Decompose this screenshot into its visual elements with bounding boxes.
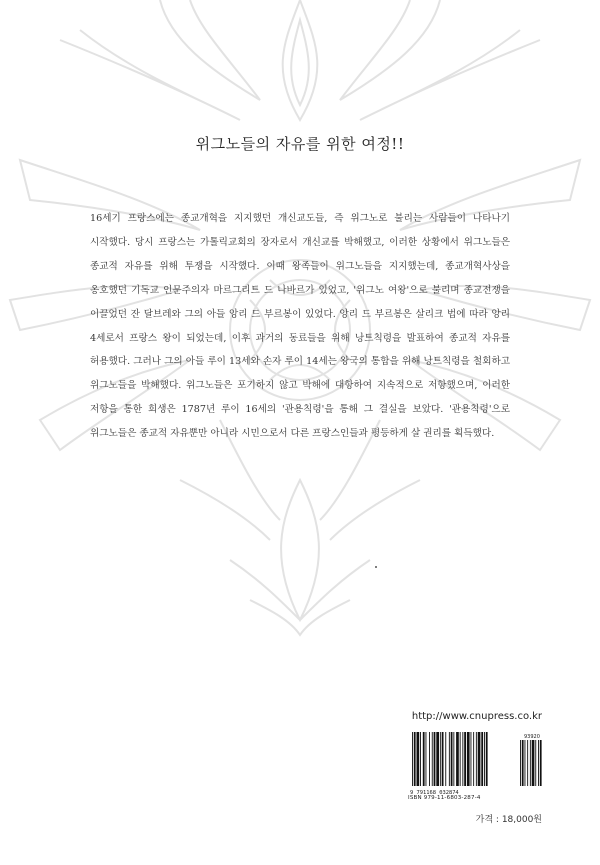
barcode-digits: 9 791168 032874: [410, 790, 459, 796]
page-title: 위그노들의 자유를 위한 여정!!: [195, 135, 405, 153]
price-label: 가격 : 18,000원: [475, 815, 542, 825]
publisher-url: http://www.cnupress.co.kr: [411, 711, 542, 722]
barcode: [408, 730, 542, 804]
small-dot: [375, 566, 377, 568]
barcode-addon-number: 93920: [524, 734, 540, 740]
body-paragraph: 16세기 프랑스에는 종교개혁을 지지했던 개신교도들, 즉 위그노로 불리는 사람들이 나타나기 시작했다. 당시 프랑스는 가톨릭교회의 장자로서 개신교를 박해했고, 이러한 상황에서 위그노들은 종교적 자유를 위해 투쟁을 시작했다. 이때 왕족들이 위그노들을 지지했는데, 종교개혁사상을 옹호했던 기독교 인문주의자 마르그리트 드 나바르가 있었고, '위그노 여왕'으로 불리며 종교전쟁을 이끌었던 잔 달브레와 그의 아들 앙리 드 부르봉이 있었다. 앙리 드 부르봉은 살리크 법에 따라 앙리 4세로서 프랑스 왕이 되었는데, 이후 과거의 동료들을 위해 낭트칙령을 발표하여 종교적 자유를 허용했다. 그러나 그의 아들 루이 13세와 손자 루이 14세는 왕국의 통합을 위해 낭트칙령을 철회하고 위그노들을 박해했다. 위그노들은 포기하지 않고 박해에 대항하여 지속적으로 저항했으며, 이러한 저항을 통한 희생은 1787년 루이 16세의 '관용칙령'을 통해 그 결실을 보았다. '관용칙령'으로 위그노들은 종교적 자유뿐만 아니라 시민으로서 다른 프랑스인들과 평등하게 살 권리를 획득했다.: [90, 213, 510, 440]
isbn-label: ISBN 979-11-6803-287-4: [408, 795, 481, 801]
barcode-icon: [408, 730, 542, 796]
